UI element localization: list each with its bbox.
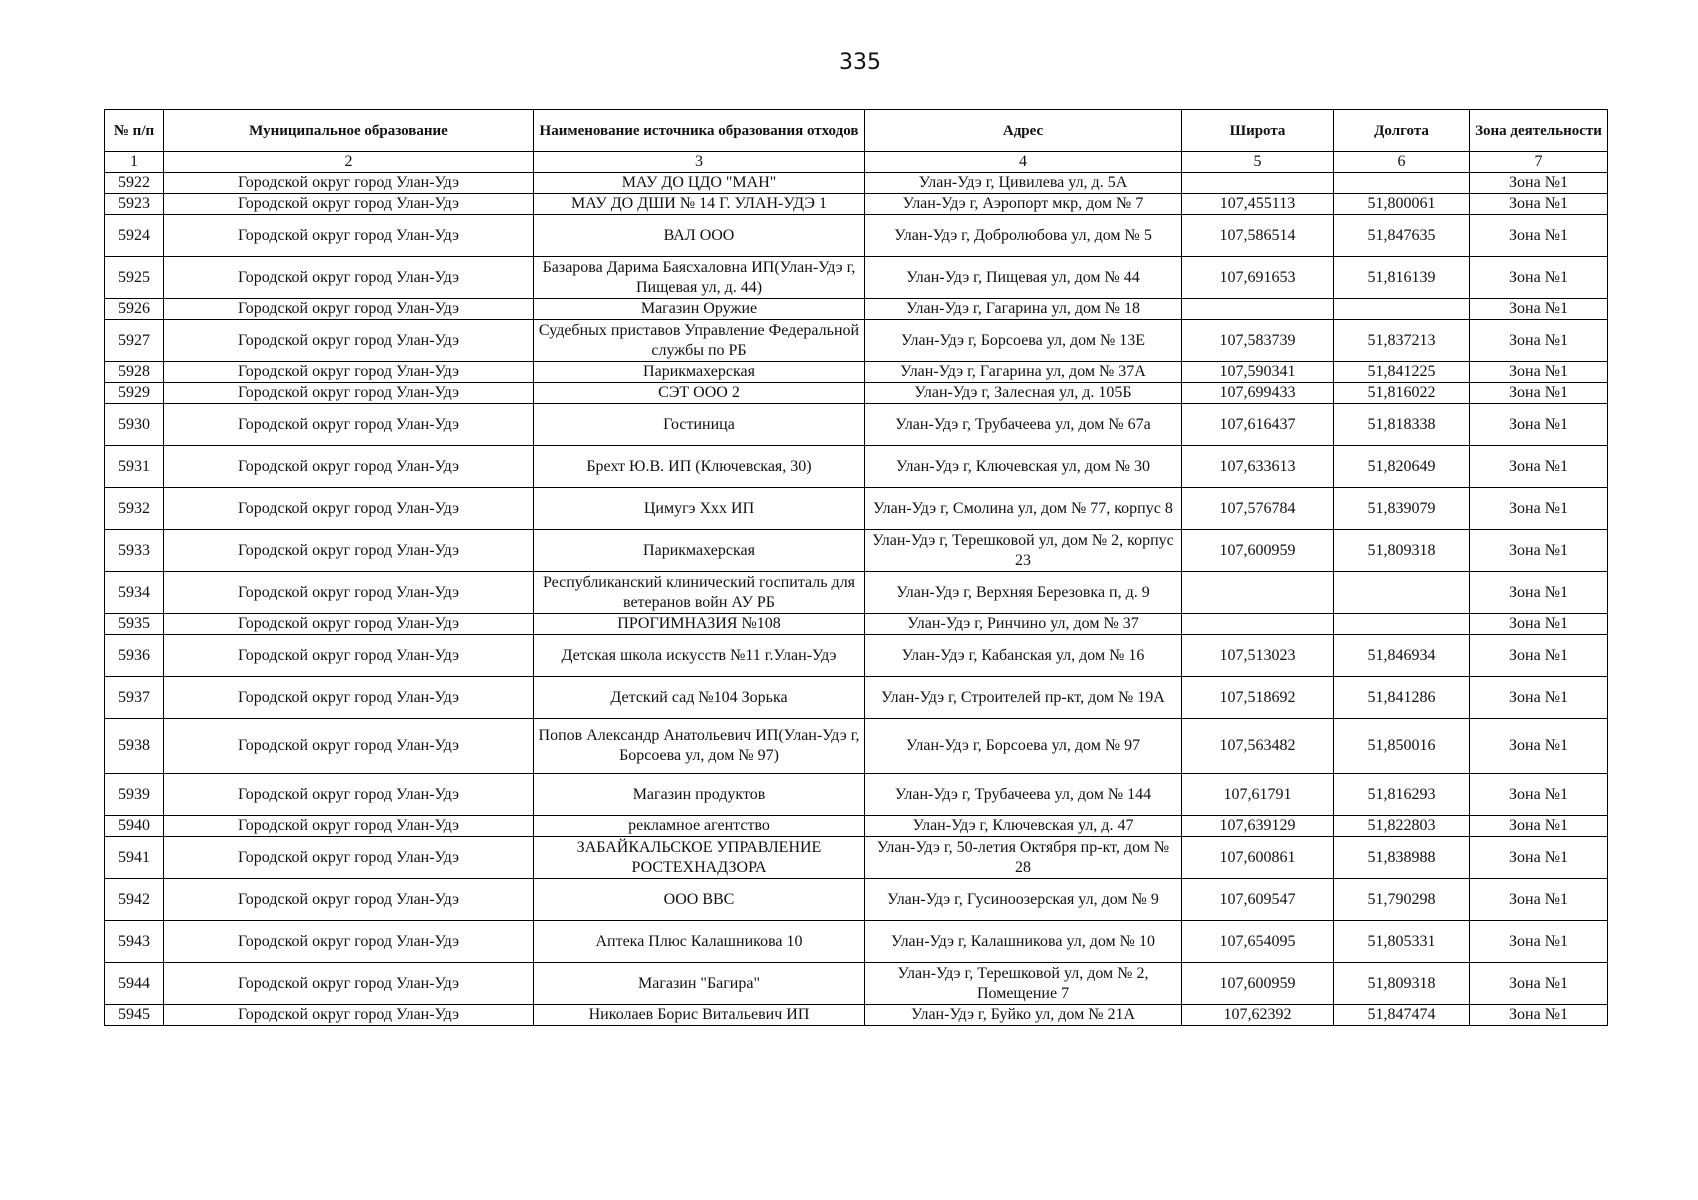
- latitude-cell: 107,586514: [1182, 215, 1334, 257]
- zone-cell: Зона №1: [1470, 530, 1608, 572]
- table-row: [105, 719, 1608, 774]
- waste-sources-table: [104, 109, 1608, 1026]
- longitude-cell: 51,846934: [1334, 635, 1470, 677]
- zone-cell: Зона №1: [1470, 215, 1608, 257]
- row-number: 5939: [105, 774, 164, 816]
- latitude-cell: 107,616437: [1182, 404, 1334, 446]
- latitude-cell: 107,639129: [1182, 816, 1334, 837]
- table-row: [105, 404, 1608, 446]
- column-number: 7: [1470, 152, 1608, 173]
- municipality-cell: Городской округ город Улан-Удэ: [164, 572, 534, 614]
- table-row: [105, 383, 1608, 404]
- address-cell: Улан-Удэ г, Трубачеева ул, дом № 67а: [865, 404, 1182, 446]
- table-row: [105, 362, 1608, 383]
- table-row: [105, 320, 1608, 362]
- header-zone: Зона деятельности: [1470, 110, 1608, 152]
- zone-cell: Зона №1: [1470, 879, 1608, 921]
- table-row: [105, 299, 1608, 320]
- table-row: [105, 816, 1608, 837]
- longitude-cell: 51,790298: [1334, 879, 1470, 921]
- zone-cell: Зона №1: [1470, 299, 1608, 320]
- row-number: 5934: [105, 572, 164, 614]
- header-municipality: Муниципальное образование: [164, 110, 534, 152]
- table-row: [105, 530, 1608, 572]
- table-row: [105, 1005, 1608, 1026]
- municipality-cell: Городской округ город Улан-Удэ: [164, 446, 534, 488]
- row-number: 5933: [105, 530, 164, 572]
- zone-cell: Зона №1: [1470, 362, 1608, 383]
- longitude-cell: 51,841225: [1334, 362, 1470, 383]
- longitude-cell: 51,838988: [1334, 837, 1470, 879]
- row-number: 5927: [105, 320, 164, 362]
- municipality-cell: Городской округ город Улан-Удэ: [164, 488, 534, 530]
- zone-cell: Зона №1: [1470, 921, 1608, 963]
- address-cell: Улан-Удэ г, Терешковой ул, дом № 2, корпус 23: [865, 530, 1182, 572]
- address-cell: Улан-Удэ г, Терешковой ул, дом № 2, Помещение 7: [865, 963, 1182, 1005]
- municipality-cell: Городской округ город Улан-Удэ: [164, 719, 534, 774]
- zone-cell: Зона №1: [1470, 173, 1608, 194]
- municipality-cell: Городской округ город Улан-Удэ: [164, 320, 534, 362]
- latitude-cell: 107,691653: [1182, 257, 1334, 299]
- address-cell: Улан-Удэ г, Гагарина ул, дом № 18: [865, 299, 1182, 320]
- table-row: [105, 446, 1608, 488]
- table-row: [105, 173, 1608, 194]
- row-number: 5925: [105, 257, 164, 299]
- latitude-cell: [1182, 173, 1334, 194]
- zone-cell: Зона №1: [1470, 572, 1608, 614]
- source-name-cell: Детская школа искусств №11 г.Улан-Удэ: [534, 635, 865, 677]
- municipality-cell: Городской округ город Улан-Удэ: [164, 921, 534, 963]
- row-number: 5931: [105, 446, 164, 488]
- column-number: 3: [534, 152, 865, 173]
- latitude-cell: 107,590341: [1182, 362, 1334, 383]
- column-number: 4: [865, 152, 1182, 173]
- zone-cell: Зона №1: [1470, 488, 1608, 530]
- source-name-cell: ООО ВВС: [534, 879, 865, 921]
- longitude-cell: 51,822803: [1334, 816, 1470, 837]
- latitude-cell: 107,600959: [1182, 963, 1334, 1005]
- header-source-name: Наименование источника образования отходов: [534, 110, 865, 152]
- longitude-cell: 51,816293: [1334, 774, 1470, 816]
- row-number: 5923: [105, 194, 164, 215]
- table-row: [105, 837, 1608, 879]
- source-name-cell: Детский сад №104 Зорька: [534, 677, 865, 719]
- address-cell: Улан-Удэ г, Добролюбова ул, дом № 5: [865, 215, 1182, 257]
- row-number: 5943: [105, 921, 164, 963]
- source-name-cell: Магазин Оружие: [534, 299, 865, 320]
- address-cell: Улан-Удэ г, Борсоева ул, дом № 97: [865, 719, 1182, 774]
- zone-cell: Зона №1: [1470, 816, 1608, 837]
- longitude-cell: [1334, 299, 1470, 320]
- source-name-cell: Гостиница: [534, 404, 865, 446]
- latitude-cell: 107,62392: [1182, 1005, 1334, 1026]
- address-cell: Улан-Удэ г, 50-летия Октября пр-кт, дом № 28: [865, 837, 1182, 879]
- longitude-cell: 51,850016: [1334, 719, 1470, 774]
- longitude-cell: [1334, 572, 1470, 614]
- zone-cell: Зона №1: [1470, 194, 1608, 215]
- longitude-cell: [1334, 173, 1470, 194]
- longitude-cell: 51,800061: [1334, 194, 1470, 215]
- source-name-cell: СЭТ ООО 2: [534, 383, 865, 404]
- longitude-cell: 51,818338: [1334, 404, 1470, 446]
- row-number: 5935: [105, 614, 164, 635]
- address-cell: Улан-Удэ г, Ключевская ул, дом № 30: [865, 446, 1182, 488]
- row-number: 5942: [105, 879, 164, 921]
- table-row: [105, 677, 1608, 719]
- address-cell: Улан-Удэ г, Пищевая ул, дом № 44: [865, 257, 1182, 299]
- municipality-cell: Городской округ город Улан-Удэ: [164, 530, 534, 572]
- longitude-cell: 51,820649: [1334, 446, 1470, 488]
- latitude-cell: 107,633613: [1182, 446, 1334, 488]
- municipality-cell: Городской округ город Улан-Удэ: [164, 614, 534, 635]
- zone-cell: Зона №1: [1470, 257, 1608, 299]
- row-number: 5937: [105, 677, 164, 719]
- address-cell: Улан-Удэ г, Трубачеева ул, дом № 144: [865, 774, 1182, 816]
- header-address: Адрес: [865, 110, 1182, 152]
- table-row: [105, 488, 1608, 530]
- source-name-cell: Судебных приставов Управление Федеральной службы по РБ: [534, 320, 865, 362]
- address-cell: Улан-Удэ г, Аэропорт мкр, дом № 7: [865, 194, 1182, 215]
- zone-cell: Зона №1: [1470, 837, 1608, 879]
- address-cell: Улан-Удэ г, Верхняя Березовка п, д. 9: [865, 572, 1182, 614]
- municipality-cell: Городской округ город Улан-Удэ: [164, 879, 534, 921]
- latitude-cell: 107,600861: [1182, 837, 1334, 879]
- latitude-cell: 107,61791: [1182, 774, 1334, 816]
- municipality-cell: Городской округ город Улан-Удэ: [164, 257, 534, 299]
- zone-cell: Зона №1: [1470, 635, 1608, 677]
- source-name-cell: ПРОГИМНАЗИЯ №108: [534, 614, 865, 635]
- source-name-cell: МАУ ДО ДШИ № 14 Г. УЛАН-УДЭ 1: [534, 194, 865, 215]
- latitude-cell: [1182, 572, 1334, 614]
- table-row: [105, 635, 1608, 677]
- latitude-cell: 107,518692: [1182, 677, 1334, 719]
- municipality-cell: Городской округ город Улан-Удэ: [164, 816, 534, 837]
- address-cell: Улан-Удэ г, Цивилева ул, д. 5А: [865, 173, 1182, 194]
- source-name-cell: МАУ ДО ЦДО "МАН": [534, 173, 865, 194]
- source-name-cell: Попов Александр Анатольевич ИП(Улан-Удэ г, Борсоева ул, дом № 97): [534, 719, 865, 774]
- zone-cell: Зона №1: [1470, 446, 1608, 488]
- row-number: 5944: [105, 963, 164, 1005]
- source-name-cell: ЗАБАЙКАЛЬСКОЕ УПРАВЛЕНИЕ РОСТЕХНАДЗОРА: [534, 837, 865, 879]
- column-number: 1: [105, 152, 164, 173]
- latitude-cell: 107,609547: [1182, 879, 1334, 921]
- municipality-cell: Городской округ город Улан-Удэ: [164, 383, 534, 404]
- row-number: 5926: [105, 299, 164, 320]
- address-cell: Улан-Удэ г, Залесная ул, д. 105Б: [865, 383, 1182, 404]
- municipality-cell: Городской округ город Улан-Удэ: [164, 173, 534, 194]
- header-longitude: Долгота: [1334, 110, 1470, 152]
- zone-cell: Зона №1: [1470, 404, 1608, 446]
- zone-cell: Зона №1: [1470, 719, 1608, 774]
- table-row: [105, 614, 1608, 635]
- source-name-cell: Магазин продуктов: [534, 774, 865, 816]
- municipality-cell: Городской округ город Улан-Удэ: [164, 215, 534, 257]
- row-number: 5932: [105, 488, 164, 530]
- table-row: [105, 921, 1608, 963]
- column-number-row: [105, 152, 1608, 173]
- latitude-cell: 107,600959: [1182, 530, 1334, 572]
- table-header-row: [105, 110, 1608, 152]
- source-name-cell: Республиканский клинический госпиталь для ветеранов войн АУ РБ: [534, 572, 865, 614]
- source-name-cell: Николаев Борис Витальевич ИП: [534, 1005, 865, 1026]
- row-number: 5938: [105, 719, 164, 774]
- longitude-cell: 51,805331: [1334, 921, 1470, 963]
- column-number: 5: [1182, 152, 1334, 173]
- municipality-cell: Городской округ город Улан-Удэ: [164, 404, 534, 446]
- source-name-cell: рекламное агентство: [534, 816, 865, 837]
- row-number: 5922: [105, 173, 164, 194]
- header-number: № п/п: [105, 110, 164, 152]
- column-number: 2: [164, 152, 534, 173]
- zone-cell: Зона №1: [1470, 677, 1608, 719]
- source-name-cell: Аптека Плюс Калашникова 10: [534, 921, 865, 963]
- address-cell: Улан-Удэ г, Строителей пр-кт, дом № 19А: [865, 677, 1182, 719]
- source-name-cell: Цимугэ Ххх ИП: [534, 488, 865, 530]
- longitude-cell: 51,809318: [1334, 963, 1470, 1005]
- longitude-cell: 51,841286: [1334, 677, 1470, 719]
- address-cell: Улан-Удэ г, Гусиноозерская ул, дом № 9: [865, 879, 1182, 921]
- table-row: [105, 215, 1608, 257]
- latitude-cell: 107,576784: [1182, 488, 1334, 530]
- municipality-cell: Городской округ город Улан-Удэ: [164, 635, 534, 677]
- latitude-cell: 107,513023: [1182, 635, 1334, 677]
- row-number: 5940: [105, 816, 164, 837]
- table-row: [105, 257, 1608, 299]
- source-name-cell: Парикмахерская: [534, 530, 865, 572]
- municipality-cell: Городской округ город Улан-Удэ: [164, 194, 534, 215]
- address-cell: Улан-Удэ г, Ринчино ул, дом № 37: [865, 614, 1182, 635]
- source-name-cell: ВАЛ ООО: [534, 215, 865, 257]
- table-row: [105, 879, 1608, 921]
- municipality-cell: Городской округ город Улан-Удэ: [164, 362, 534, 383]
- zone-cell: Зона №1: [1470, 1005, 1608, 1026]
- longitude-cell: 51,816022: [1334, 383, 1470, 404]
- page-number: 335: [839, 50, 881, 75]
- latitude-cell: 107,699433: [1182, 383, 1334, 404]
- latitude-cell: 107,654095: [1182, 921, 1334, 963]
- table-row: [105, 963, 1608, 1005]
- header-latitude: Широта: [1182, 110, 1334, 152]
- latitude-cell: [1182, 299, 1334, 320]
- row-number: 5928: [105, 362, 164, 383]
- address-cell: Улан-Удэ г, Смолина ул, дом № 77, корпус 8: [865, 488, 1182, 530]
- row-number: 5924: [105, 215, 164, 257]
- municipality-cell: Городской округ город Улан-Удэ: [164, 963, 534, 1005]
- row-number: 5936: [105, 635, 164, 677]
- latitude-cell: 107,563482: [1182, 719, 1334, 774]
- address-cell: Улан-Удэ г, Гагарина ул, дом № 37А: [865, 362, 1182, 383]
- longitude-cell: 51,847474: [1334, 1005, 1470, 1026]
- row-number: 5930: [105, 404, 164, 446]
- address-cell: Улан-Удэ г, Буйко ул, дом № 21А: [865, 1005, 1182, 1026]
- zone-cell: Зона №1: [1470, 774, 1608, 816]
- table-row: [105, 774, 1608, 816]
- table-row: [105, 194, 1608, 215]
- row-number: 5941: [105, 837, 164, 879]
- longitude-cell: 51,837213: [1334, 320, 1470, 362]
- longitude-cell: 51,839079: [1334, 488, 1470, 530]
- latitude-cell: [1182, 614, 1334, 635]
- municipality-cell: Городской округ город Улан-Удэ: [164, 677, 534, 719]
- municipality-cell: Городской округ город Улан-Удэ: [164, 1005, 534, 1026]
- address-cell: Улан-Удэ г, Ключевская ул, д. 47: [865, 816, 1182, 837]
- zone-cell: Зона №1: [1470, 614, 1608, 635]
- source-name-cell: Базарова Дарима Баясхаловна ИП(Улан-Удэ г, Пищевая ул, д. 44): [534, 257, 865, 299]
- longitude-cell: 51,816139: [1334, 257, 1470, 299]
- source-name-cell: Брехт Ю.В. ИП (Ключевская, 30): [534, 446, 865, 488]
- latitude-cell: 107,455113: [1182, 194, 1334, 215]
- longitude-cell: [1334, 614, 1470, 635]
- table-row: [105, 572, 1608, 614]
- zone-cell: Зона №1: [1470, 320, 1608, 362]
- longitude-cell: 51,809318: [1334, 530, 1470, 572]
- row-number: 5929: [105, 383, 164, 404]
- latitude-cell: 107,583739: [1182, 320, 1334, 362]
- municipality-cell: Городской округ город Улан-Удэ: [164, 774, 534, 816]
- longitude-cell: 51,847635: [1334, 215, 1470, 257]
- column-number: 6: [1334, 152, 1470, 173]
- address-cell: Улан-Удэ г, Калашникова ул, дом № 10: [865, 921, 1182, 963]
- source-name-cell: Парикмахерская: [534, 362, 865, 383]
- row-number: 5945: [105, 1005, 164, 1026]
- source-name-cell: Магазин "Багира": [534, 963, 865, 1005]
- zone-cell: Зона №1: [1470, 963, 1608, 1005]
- municipality-cell: Городской округ город Улан-Удэ: [164, 299, 534, 320]
- address-cell: Улан-Удэ г, Борсоева ул, дом № 13Е: [865, 320, 1182, 362]
- zone-cell: Зона №1: [1470, 383, 1608, 404]
- municipality-cell: Городской округ город Улан-Удэ: [164, 837, 534, 879]
- address-cell: Улан-Удэ г, Кабанская ул, дом № 16: [865, 635, 1182, 677]
